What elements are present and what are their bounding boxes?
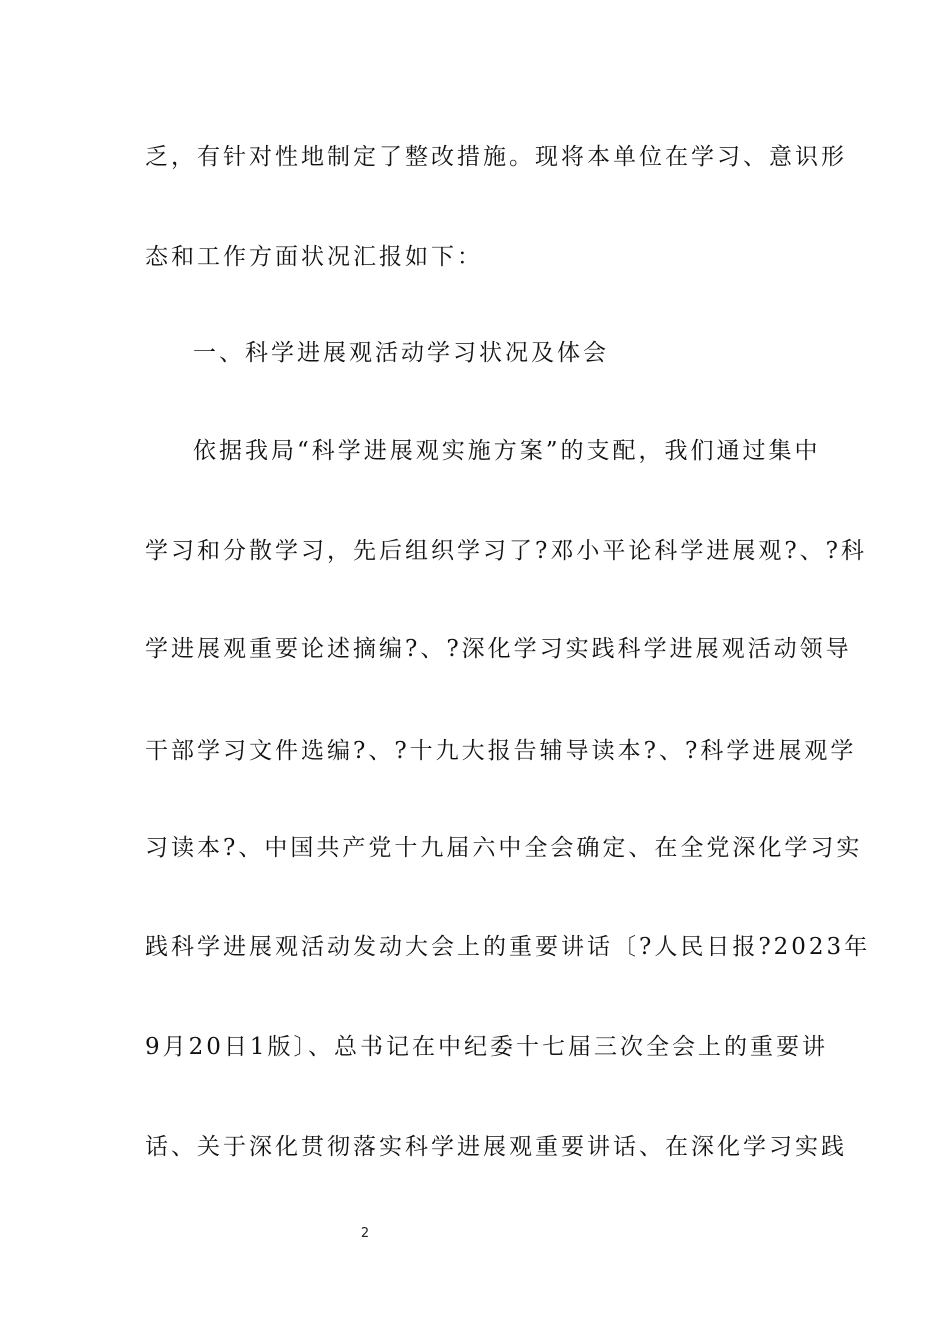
text-line: 乏，有针对性地制定了整改措施。现将本单位在学习、意识形	[145, 144, 847, 170]
text-line: 干部学习文件选编?、?十九大报告辅导读本?、?科学进展观学	[145, 738, 857, 764]
text-line: 习读本?、中国共产党十九届六中全会确定、在全党深化学习实	[145, 835, 863, 861]
text-line: 践科学进展观活动发动大会上的重要讲话〔?人民日报?2023年	[145, 934, 871, 960]
text-line: 话、关于深化贯彻落实科学进展观重要讲话、在深化学习实践	[145, 1134, 847, 1160]
section-heading: 一、科学进展观活动学习状况及体会	[193, 340, 609, 366]
page-number: 2	[360, 1226, 370, 1241]
paragraph-first-line: 依据我局“科学进展观实施方案”的支配，我们通过集中	[193, 438, 821, 464]
text-line: 态和工作方面状况汇报如下：	[145, 244, 483, 270]
text-line: 学进展观重要论述摘编?、?深化学习实践科学进展观活动领导	[145, 636, 852, 662]
text-line: 学习和分散学习，先后组织学习了?邓小平论科学进展观?、?科	[145, 538, 867, 564]
text-line: 9月20日1版〕、总书记在中纪委十七届三次全会上的重要讲	[145, 1034, 829, 1060]
